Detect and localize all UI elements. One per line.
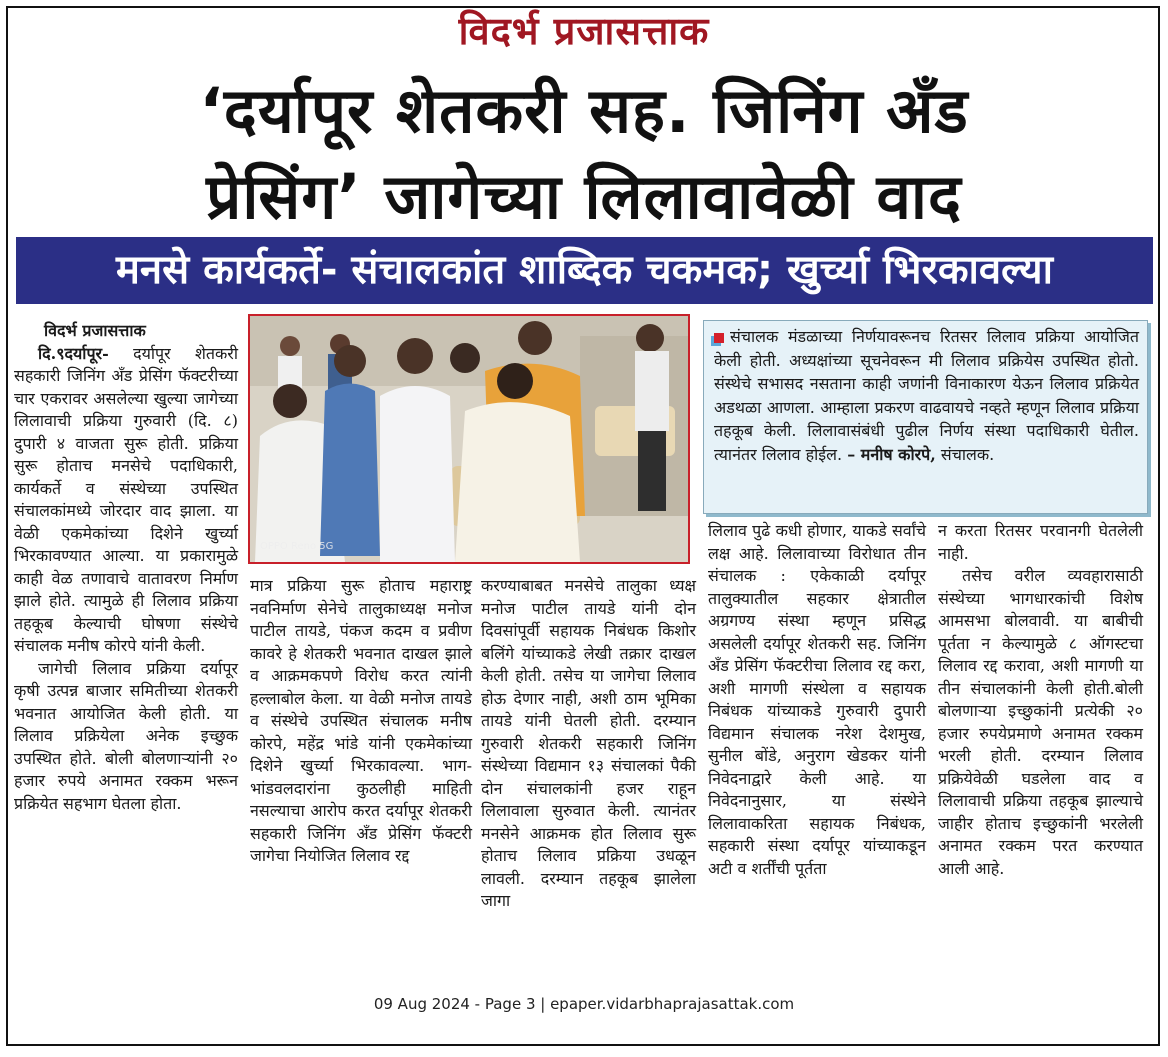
article-column-5 bbox=[938, 520, 1143, 880]
paragraph-text: दर्यापूर शेतकरी सहकारी जिनिंग अँड प्रेसिंग फॅक्टरीच्या चार एकरावर असलेल्या खुल्या जागेच्या लिलावाची प्रक्रिया गुरुवारी (दि. ८) दुपारी ४ वाजता सुरू होती. प्रक्रिया सुरू होताच मनसेचे पदाधिकारी, कार्यकर्ते व संस्थेच्या उपस्थित संचालकांमध्ये जोरदार वाद झाला. या वेळी एकमेकांच्या दिशेने खुर्च्या भिरकावण्यात आल्या. या प्रकारामुळे काही वेळ तणावाचे वातावरण निर्माण झाले होते. त्यामुळे ही लिलाव प्रक्रिया तहकूब केल्याची घोषणा संस्थेचे संचालक मनीष कोरपे यांनी केली. bbox=[14, 343, 238, 655]
article-column-2 bbox=[250, 575, 472, 868]
article-paragraph: तसेच वरील व्यवहारासाठी संस्थेच्या भागधारकांची विशेष आमसभा बोलवावी. या बाबीची पूर्तता न केल्यामुळे ८ ऑगस्टचा लिलाव रद्द करावा, अशी मागणी या तीन संचालकांनी केली होती.बोली बोलणाऱ्या इच्छुकांनी प्रत्येकी २० हजार रुपयेप्रमाणे अनामत रक्कम भरली होती. दरम्यान लिलाव प्रक्रियेवेळी घडलेला वाद व लिलावाची प्रक्रिया तहकूब झाल्याचे जाहीर होताच इच्छुकांनी भरलेली अनामत रक्कम परत करण्यात आली आहे. bbox=[938, 566, 1143, 878]
headline-line-2: प्रेसिंग’ जागेच्या लिलावावेळी वाद bbox=[206, 160, 962, 233]
quote-text: संचालक मंडळाच्या निर्णयावरूनच रितसर लिलाव प्रक्रिया आयोजित केली होती. अध्यक्षांच्या सूचनेवरून मी लिलाव प्रक्रियेस उपस्थित होतो. संस्थेचे सभासद नसताना काही जणांनी विनाकारण येऊन लिलाव प्रक्रियेत अडथळा आणला. आम्हाला प्रकरण वाढवायचे नव्हते म्हणून लिलाव प्रक्रिया तहकूब केली. लिलावासंबंधी पुढील निर्णय संस्था पदाधिकारी घेतील. त्यानंतर लिलाव होईल. bbox=[714, 327, 1139, 464]
article-paragraph: करण्याबाबत मनसेचे तालुका ध्यक्ष मनोज पाटील तायडे यांनी दोन दिवसांपूर्वी सहायक निबंधक किशोर बलिंगे यांच्याकडे लेखी तक्रार दाखल केली होती. तसेच या जागेचा लिलाव होऊ देणार नाही, अशी ठाम भूमिका तायडे यांनी घेतली होती. दरम्यान गुरुवारी शेतकरी सहकारी जिनिंग संस्थेच्या विद्यमान १३ संचालकां पैकी दोन संचालकांनी हजर राहून लिलावाला सुरुवात केली. त्यानंतर मनसेने आक्रमक होत लिलाव सुरू होताच लिलाव प्रक्रिया उधळून लावली. दरम्यान तहकूब झालेला जागा bbox=[481, 576, 696, 910]
bullet-square-icon bbox=[714, 333, 724, 343]
quote-author: – मनीष कोरपे, bbox=[847, 444, 936, 464]
subheadline-bar: मनसे कार्यकर्ते- संचालकांत शाब्दिक चकमक; खुर्च्या भिरकावल्या bbox=[16, 237, 1153, 304]
article-paragraph bbox=[14, 343, 238, 658]
article-column-4 bbox=[708, 520, 926, 880]
director-quote-box bbox=[703, 320, 1148, 514]
headline-line-1: ‘दर्यापूर शेतकरी सह. जिनिंग अँड bbox=[199, 74, 969, 147]
masthead: विदर्भ प्रजासत्ताक bbox=[458, 8, 710, 53]
news-photo bbox=[248, 314, 690, 564]
article-paragraph: न करता रितसर परवानगी घेतलेली नाही. bbox=[938, 521, 1143, 563]
article-paragraph: मात्र प्रक्रिया सुरू होताच महाराष्ट्र नवनिर्माण सेनेचे तालुकाध्यक्ष मनोज पाटील तायडे, पंकज कदम व प्रवीण कावरे हे शेतकरी भवनात दाखल झाले व आक्रमकपणे विरोध करत त्यांनी हल्लाबोल केला. या वेळी मनोज तायडे व संस्थेचे उपस्थित संचालक मनीष कोरपे, महेंद्र भांडे यांनी एकमेकांच्या दिशेने खुर्च्या भिरकावल्या. भाग-भांडवलदारांना कुठलीही माहिती नसल्याचा आरोप करत दर्यापूर शेतकरी सहकारी जिनिंग अँड प्रेसिंग फॅक्टरी जागेचा नियोजित लिलाव रद्द bbox=[250, 576, 472, 865]
page-footer: 09 Aug 2024 - Page 3 | epaper.vidarbhaprajasattak.com bbox=[373, 995, 795, 1013]
photo-illustration bbox=[250, 316, 688, 562]
article-column-3 bbox=[481, 575, 696, 913]
quote-role: संचालक. bbox=[940, 444, 995, 464]
camera-watermark: OPPO Reno 5G bbox=[260, 541, 334, 552]
dateline: दि.९दर्यापूर- bbox=[38, 343, 109, 363]
byline: विदर्भ प्रजासत्ताक bbox=[44, 321, 146, 340]
article-paragraph: लिलाव पुढे कधी होणार, याकडे सर्वांचे लक्ष आहे. लिलावाच्या विरोधात तीन संचालक : एकेकाळी दर्यापूर तालुक्यातील सहकार क्षेत्रातील अग्रगण्य संस्था म्हणून प्रसिद्ध असलेली दर्यापूर शेतकरी सह. जिनिंग अँड प्रेसिंग फॅक्टरीचा लिलाव रद्द करा, अशी मागणी संस्थेला व सहायक निबंधक यांच्याकडे गुरुवारी दुपारी विद्यमान संचालक नरेश देशमुख, सुनील बोंडे, अनुराग खेडकर यांनी निवेदनाद्वारे केली आहे. या निवेदनानुसार, या संस्थेने लिलावाकरिता सहायक निबंधक, सहकारी संस्था दर्यापूर यांच्याकडून अटी व शर्तींची पूर्तता bbox=[708, 521, 926, 878]
article-column-1 bbox=[14, 320, 238, 815]
article-paragraph: जागेची लिलाव प्रक्रिया दर्यापूर कृषी उत्पन्न बाजार समितीच्या शेतकरी भवनात आयोजित केली होती. या लिलाव प्रक्रियेला अनेक इच्छुक उपस्थित होते. बोली बोलणाऱ्यांनी २० हजार रुपये अनामत रक्कम भरून प्रक्रियेत सहभाग घेतला होता. bbox=[14, 658, 238, 813]
